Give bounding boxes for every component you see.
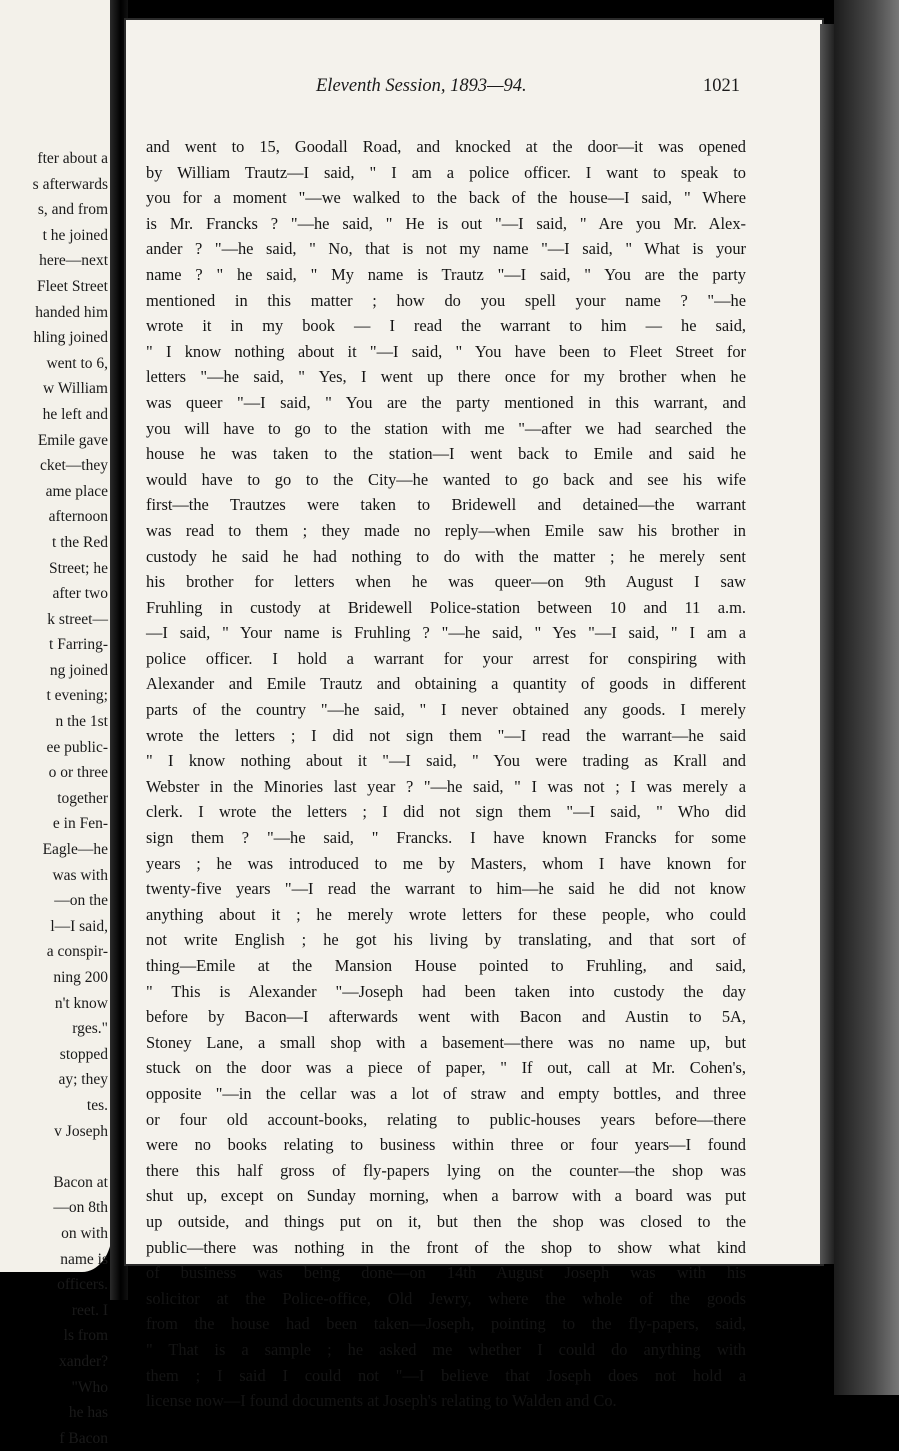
- left-text-fragment: t evening;: [46, 687, 108, 705]
- text-line: shut up, except on Sunday morning, when a barrow with a board was put: [146, 1186, 746, 1206]
- left-text-fragment: w William: [43, 380, 108, 398]
- left-text-fragment: ng joined: [49, 661, 108, 679]
- text-line: clerk. I wrote the letters ; I did not sign them "—I said, " Who did: [146, 802, 746, 822]
- text-line: stuck on the door was a piece of paper, " If out, call at Mr. Cohen's,: [146, 1058, 746, 1078]
- text-line: is Mr. Francks ? "—he said, " He is out "—I said, " Are you Mr. Alex-: [146, 213, 746, 233]
- left-text-fragment: n't know: [54, 994, 108, 1012]
- text-line: house he was taken to the station—I went back to Emile and said he: [146, 444, 746, 464]
- body-text: [146, 134, 746, 1414]
- left-text-fragment: after two: [52, 585, 108, 603]
- left-text-fragment: cket—they: [39, 457, 108, 475]
- text-line: you will have to go to the station with me "—after we had searched the: [146, 418, 746, 438]
- text-line: " I know nothing about it "—I said, " You have been to Fleet Street for: [146, 341, 746, 361]
- text-line: or four old account-books, relating to public-houses years before—there: [146, 1109, 746, 1129]
- left-text-fragment: ee public-: [46, 738, 108, 756]
- left-text-fragment: afternoon: [48, 508, 108, 526]
- left-text-fragment: name is: [60, 1250, 108, 1268]
- text-line: Alexander and Emile Trautz and obtaining a quantity of goods in different: [146, 674, 746, 694]
- text-line: police officer. I hold a warrant for your arrest for conspiring with: [146, 648, 746, 668]
- text-line: from the house had been taken—Joseph, pointing to the fly-papers, said,: [146, 1314, 746, 1334]
- left-text-fragment: Fleet Street: [36, 277, 108, 295]
- left-text-fragment: ning 200: [53, 969, 108, 986]
- left-text-fragment: xander?: [58, 1352, 108, 1370]
- text-line: you for a moment "—we walked to the back of the house—I said, " Where: [146, 188, 746, 208]
- text-line: up outside, and things put on it, but then the shop was closed to the: [146, 1211, 746, 1231]
- text-line: wrote it in my book — I read the warrant to him — he said,: [146, 316, 746, 336]
- left-text-fragment: s, and from: [37, 201, 108, 219]
- text-line: first—the Trautzes were taken to Bridewell and detained—the warrant: [146, 495, 746, 515]
- left-text-fragment: Bacon at: [53, 1173, 108, 1191]
- text-line: mentioned in this matter ; how do you spell your name ? "—he: [146, 290, 746, 310]
- left-page-text: [0, 146, 112, 1451]
- left-text-fragment: v Joseph: [54, 1122, 108, 1140]
- page-header: [126, 76, 822, 106]
- left-text-fragment: ay; they: [58, 1071, 108, 1089]
- text-line: letters "—he said, " Yes, I went up there once for my brother when he: [146, 367, 746, 387]
- text-line: by William Trautz—I said, " I am a police officer. I want to speak to: [146, 162, 746, 182]
- left-text-fragment: s afterwards: [32, 175, 108, 193]
- left-text-fragment: fter about a: [37, 150, 108, 167]
- left-text-fragment: he has: [68, 1404, 108, 1422]
- left-text-fragment: handed him: [35, 303, 108, 321]
- text-line: there this half gross of fly-papers lying on the counter—the shop was: [146, 1160, 746, 1180]
- left-text-fragment: went to 6,: [46, 354, 108, 372]
- scan-margin: [834, 0, 899, 1395]
- left-text-fragment: n the 1st: [55, 713, 108, 731]
- text-line: Webster in the Minories last year ? "—he said, " I was not ; I was merely a: [146, 776, 746, 796]
- text-line: twenty-five years "—I read the warrant to him—he said he did not know: [146, 879, 746, 899]
- left-text-fragment: [0, 1144, 112, 1170]
- text-line: —I said, " Your name is Fruhling ? "—he said, " Yes "—I said, " I am a: [146, 623, 746, 643]
- left-text-fragment: was with: [52, 866, 108, 884]
- text-line: anything about it ; he merely wrote letters for these people, who could: [146, 904, 746, 924]
- text-line: Stoney Lane, a small shop with a basement—there was no name up, but: [146, 1032, 746, 1052]
- text-line: " This is Alexander "—Joseph had been taken into custody the day: [146, 981, 746, 1001]
- text-line: license now—I found documents at Joseph's relating to Walden and Co.: [146, 1391, 617, 1411]
- left-text-fragment: Emile gave: [37, 431, 108, 449]
- left-text-fragment: Street; he: [49, 559, 108, 577]
- text-line: " That is a sample ; he asked me whether I could do anything with: [146, 1339, 746, 1359]
- left-text-fragment: he left and: [42, 405, 108, 423]
- left-text-fragment: here—next: [39, 252, 108, 270]
- text-line: was read to them ; they made no reply—when Emile saw his brother in: [146, 520, 746, 540]
- running-head: Eleventh Session, 1893—94.: [316, 76, 527, 96]
- left-text-fragment: o or three: [48, 764, 108, 782]
- left-text-fragment: Eagle—he: [42, 841, 108, 859]
- text-line: years ; he was introduced to me by Masters, whom I have known for: [146, 853, 746, 873]
- text-line: were no books relating to business within three or four years—I found: [146, 1135, 746, 1155]
- text-line: was queer "—I said, " You are the party mentioned in this warrant, and: [146, 392, 746, 412]
- text-line: opposite "—in the cellar was a lot of straw and empty bottles, and three: [146, 1083, 746, 1103]
- page-edge: [820, 24, 834, 1264]
- left-text-fragment: t Farring-: [49, 636, 108, 654]
- left-text-fragment: ame place: [45, 482, 108, 500]
- text-line: Fruhling in custody at Bridewell Police-station between 10 and 11 a.m.: [146, 597, 746, 617]
- text-line: parts of the country "—he said, " I never obtained any goods. I merely: [146, 700, 746, 720]
- text-line: name ? " he said, " My name is Trautz "—I said, " You are the party: [146, 264, 746, 284]
- left-text-fragment: f Bacon: [59, 1429, 108, 1447]
- left-text-fragment: a conspir-: [46, 943, 108, 961]
- left-text-fragment: hling joined: [33, 329, 108, 347]
- text-line: his brother for letters when he was queer—on 9th August I saw: [146, 572, 746, 592]
- left-text-fragment: together: [57, 789, 108, 807]
- left-text-fragment: l—I said,: [50, 917, 108, 935]
- text-line: before by Bacon—I afterwards went with Bacon and Austin to 5A,: [146, 1007, 746, 1027]
- text-line: custody he said he had nothing to do with the matter ; he merely sent: [146, 546, 746, 566]
- left-text-fragment: —on the: [54, 892, 108, 910]
- text-line: wrote the letters ; I did not sign them "—I read the warrant—he said: [146, 725, 746, 745]
- text-line: not write English ; he got his living by translating, and that sort of: [146, 930, 746, 950]
- text-line: would have to go to the City—he wanted to go back and see his wife: [146, 469, 746, 489]
- text-line: and went to 15, Goodall Road, and knocked at the door—it was opened: [146, 137, 746, 156]
- text-line: sign them ? "—he said, " Francks. I have known Francks for some: [146, 828, 746, 848]
- text-line: solicitor at the Police-office, Old Jewry, where the whole of the goods: [146, 1288, 746, 1308]
- page-number: 1021: [703, 76, 740, 96]
- left-text-fragment: ls from: [63, 1327, 108, 1345]
- left-text-fragment: "Who: [71, 1378, 108, 1396]
- text-line: of business was being done—on 14th August Joseph was with his: [146, 1263, 746, 1283]
- text-line: public—there was nothing in the front of the shop to show what kind: [146, 1237, 746, 1257]
- left-page: [0, 0, 112, 1447]
- left-text-fragment: officers.: [57, 1276, 108, 1294]
- left-text-fragment: stopped: [59, 1045, 108, 1063]
- left-text-fragment: tes.: [86, 1096, 108, 1114]
- left-text-fragment: t the Red: [52, 533, 108, 551]
- left-text-fragment: e in Fen-: [52, 815, 108, 833]
- text-line: ander ? "—he said, " No, that is not my name "—I said, " What is your: [146, 239, 746, 259]
- left-text-fragment: reet. I: [71, 1301, 108, 1319]
- text-line: them ; I said I could not "—I believe that Joseph does not hold a: [146, 1365, 746, 1385]
- right-page: [124, 18, 824, 1411]
- left-text-fragment: k street—: [47, 610, 108, 628]
- left-text-fragment: —on 8th: [53, 1199, 108, 1217]
- left-text-fragment: on with: [61, 1224, 108, 1242]
- left-text-fragment: rges.": [72, 1020, 108, 1038]
- text-line: " I know nothing about it "—I said, " You were trading as Krall and: [146, 751, 746, 771]
- text-line: thing—Emile at the Mansion House pointed to Fruhling, and said,: [146, 956, 746, 975]
- left-text-fragment: t he joined: [42, 226, 108, 244]
